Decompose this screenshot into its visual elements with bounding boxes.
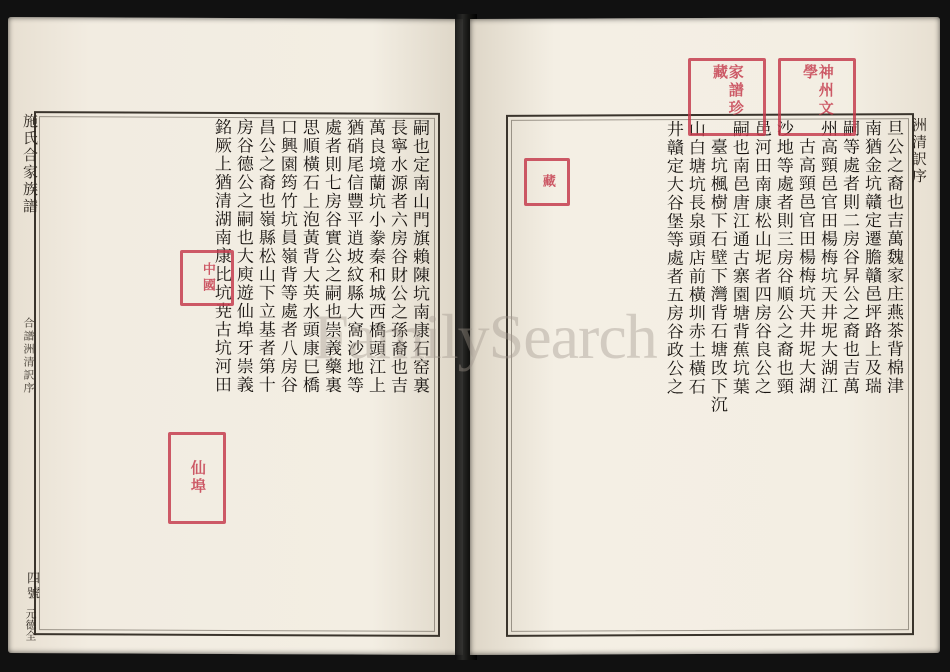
text-column: 嗣等處者則二房谷昇公之裔也吉萬: [838, 119, 859, 396]
right-text-columns: [512, 119, 904, 627]
text-column: 古高頸邑官田楊梅坑天井坭大湖: [794, 137, 815, 396]
text-column: 銘厥上猶清湖南康比坑尭古坑河田: [210, 117, 231, 394]
left-spine-subtitle: 合譜洲清訳序: [22, 317, 35, 396]
left-spine-title: 施氏合家族譜: [21, 113, 39, 216]
text-column: 萬良境蘭坑小豢秦和城西橋頭江上: [364, 118, 385, 395]
text-column: 井贛定大谷堡等處者五房谷政公之: [662, 120, 683, 397]
left-page-number: 四號: [24, 571, 39, 602]
text-column: 州高頸邑官田楊梅坑天井坭大湖江: [816, 119, 837, 396]
text-column: 邑河田南康松山坭者四房谷良公之: [750, 119, 771, 396]
familysearch-watermark: FamilySearch: [313, 301, 657, 372]
seal-top-right-2: 神州文學: [778, 58, 856, 136]
text-column: 昌公之裔也嶺縣松山下立基者第十: [254, 118, 275, 395]
text-column: 嗣也南邑唐江通古寨園塘背蕉坑葉: [728, 119, 749, 396]
text-column: 南猶金坑贛定遷膽贛邑坪路上及瑞: [860, 119, 881, 396]
text-column: 山白塘坑長泉頭店前橫圳赤土橫石: [684, 120, 705, 397]
seal-top-right-1: 家譜珍藏: [688, 58, 766, 136]
text-column: 旦公之裔也吉萬魏家庄燕茶背棉津: [883, 119, 903, 396]
text-column: 臺坑楓樹下石壁下灣背石塘攺下沉: [706, 137, 727, 414]
seal-right-small: 藏: [524, 158, 570, 206]
text-column: 嗣也定南山門旗賴陳坑南康石窑裏: [409, 118, 429, 395]
right-spine-title: 洲清訳序: [910, 117, 928, 186]
text-column: 沙地等處者則三房谷順公之裔也頸: [772, 119, 793, 396]
text-column: 長寧水源者六房谷財公之孫裔也吉: [386, 118, 407, 395]
text-column: 處者則七房谷實公之嗣也崇義藥裏: [320, 118, 341, 395]
left-page-colophon: 元德全: [24, 608, 37, 642]
text-column: 思順橫石上泡黃背大英水頭康巳橋: [298, 118, 319, 395]
seal-middle-left: 中國: [180, 250, 234, 306]
seal-lower-left: 仙埠: [168, 432, 226, 524]
text-column: 猶硝尾信豐平逍坡紋縣大窩沙地等: [342, 118, 363, 395]
left-text-columns: [40, 117, 430, 627]
text-column: 口興園筠竹坑員嶺背等處者八房谷: [276, 118, 297, 395]
left-page: [8, 17, 463, 655]
text-column: 房谷德公之嗣也大庾遊仙埠牙崇義: [232, 117, 253, 395]
